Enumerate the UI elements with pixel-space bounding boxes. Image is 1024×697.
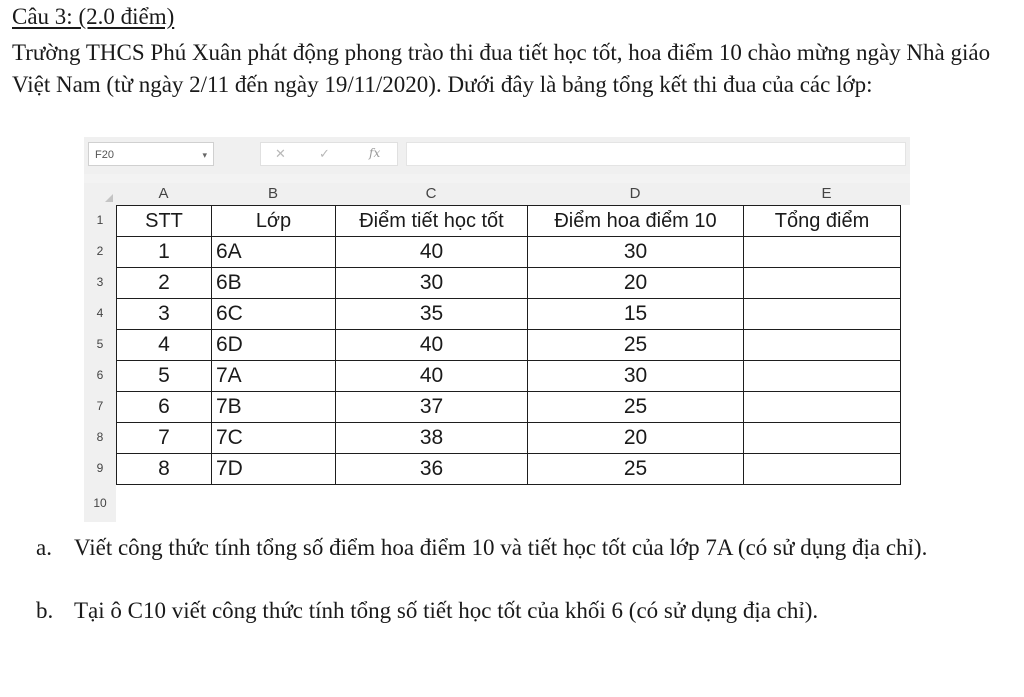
header-stt[interactable]: STT [117,206,212,237]
row-header-5[interactable]: 5 [84,329,116,361]
row-header-6[interactable]: 6 [84,360,116,392]
formula-bar [84,137,910,174]
cell-tong-diem[interactable] [744,299,901,330]
row-header-3[interactable]: 3 [84,267,116,299]
header-tong-diem[interactable]: Tổng điểm [744,206,901,237]
score-table [116,205,901,485]
subquestion-a-label: a. [36,535,52,560]
cell-hoa-diem-10[interactable]: 30 [528,361,744,392]
cell-tong-diem[interactable] [744,237,901,268]
cell-lop[interactable]: 7B [212,392,336,423]
cell-lop[interactable]: 6A [212,237,336,268]
chevron-down-icon[interactable]: ▾ [202,150,207,160]
row-header-1[interactable]: 1 [84,205,116,237]
row-header-4[interactable]: 4 [84,298,116,330]
table-row [117,268,901,299]
subquestion-a-text: Viết công thức tính tổng số điểm hoa điểm 10 và tiết học tốt của lớp 7A (có sử dụng địa chỉ). [74,535,928,560]
formula-input[interactable] [406,142,906,166]
cell-tiet-hoc-tot[interactable]: 36 [336,454,528,485]
cell-stt[interactable]: 2 [117,268,212,299]
cell-tiet-hoc-tot[interactable]: 37 [336,392,528,423]
cancel-icon[interactable]: ✕ [275,146,286,161]
cell-tiet-hoc-tot[interactable]: 40 [336,330,528,361]
cell-tiet-hoc-tot[interactable]: 30 [336,268,528,299]
column-header-b[interactable]: B [211,183,336,205]
column-header-d[interactable]: D [527,183,744,205]
cell-stt[interactable]: 1 [117,237,212,268]
row-header-8[interactable]: 8 [84,422,116,454]
row-header-2[interactable]: 2 [84,236,116,268]
cell-hoa-diem-10[interactable]: 20 [528,268,744,299]
cell-hoa-diem-10[interactable]: 20 [528,423,744,454]
cell-hoa-diem-10[interactable]: 25 [528,330,744,361]
subquestion-b-label: b. [36,598,54,623]
cell-stt[interactable]: 7 [117,423,212,454]
cell-tiet-hoc-tot[interactable]: 38 [336,423,528,454]
cell-hoa-diem-10[interactable]: 25 [528,454,744,485]
cell-tong-diem[interactable] [744,330,901,361]
column-header-c[interactable]: C [335,183,528,205]
cell-hoa-diem-10[interactable]: 25 [528,392,744,423]
select-all-corner[interactable] [84,183,116,205]
function-icon[interactable]: fx [369,146,381,160]
table-row [117,423,901,454]
cell-lop[interactable]: 7C [212,423,336,454]
table-row [117,361,901,392]
cell-lop[interactable]: 6D [212,330,336,361]
question-intro: Trường THCS Phú Xuân phát động phong trào thi đua tiết học tốt, hoa điểm 10 chào mừng ngày Nhà giáo Việt Nam (từ ngày 2/11 đến ngày 19/11/2020). Dưới đây là bảng tổng kết thi đua của các lớp: [12,40,991,97]
cell-tong-diem[interactable] [744,454,901,485]
column-header-a[interactable]: A [116,183,212,205]
subquestion-b-text: Tại ô C10 viết công thức tính tổng số tiết học tốt của khối 6 (có sử dụng địa chỉ). [74,598,819,623]
table-row [117,454,901,485]
table-row [117,237,901,268]
cell-lop[interactable]: 6C [212,299,336,330]
cell-tong-diem[interactable] [744,423,901,454]
row-header-10[interactable]: 10 [84,484,116,522]
formula-buttons [260,142,398,166]
cell-lop[interactable]: 7D [212,454,336,485]
cell-hoa-diem-10[interactable]: 30 [528,237,744,268]
cell-stt[interactable]: 5 [117,361,212,392]
cell-lop[interactable]: 7A [212,361,336,392]
question-title: Câu 3: (2.0 điểm) [12,4,175,29]
cell-stt[interactable]: 4 [117,330,212,361]
cell-hoa-diem-10[interactable]: 15 [528,299,744,330]
cell-stt[interactable]: 6 [117,392,212,423]
column-header-e[interactable]: E [743,183,910,205]
header-lop[interactable]: Lớp [212,206,336,237]
cell-tiet-hoc-tot[interactable]: 35 [336,299,528,330]
cell-stt[interactable]: 3 [117,299,212,330]
name-box-value: F20 [95,149,114,161]
enter-icon[interactable]: ✓ [319,146,330,161]
header-diem-hoa-diem-10[interactable]: Điểm hoa điểm 10 [528,206,744,237]
table-row [117,392,901,423]
cell-tong-diem[interactable] [744,392,901,423]
table-row [117,299,901,330]
cell-tong-diem[interactable] [744,268,901,299]
header-diem-tiet-hoc-tot[interactable]: Điểm tiết học tốt [336,206,528,237]
cell-lop[interactable]: 6B [212,268,336,299]
cell-stt[interactable]: 8 [117,454,212,485]
row-header-9[interactable]: 9 [84,453,116,485]
cell-tiet-hoc-tot[interactable]: 40 [336,361,528,392]
cell-tong-diem[interactable] [744,361,901,392]
cell-tiet-hoc-tot[interactable]: 40 [336,237,528,268]
table-header-row [117,206,901,237]
excel-screenshot [84,137,910,522]
row-header-7[interactable]: 7 [84,391,116,423]
name-box[interactable] [88,142,214,166]
table-row [117,330,901,361]
